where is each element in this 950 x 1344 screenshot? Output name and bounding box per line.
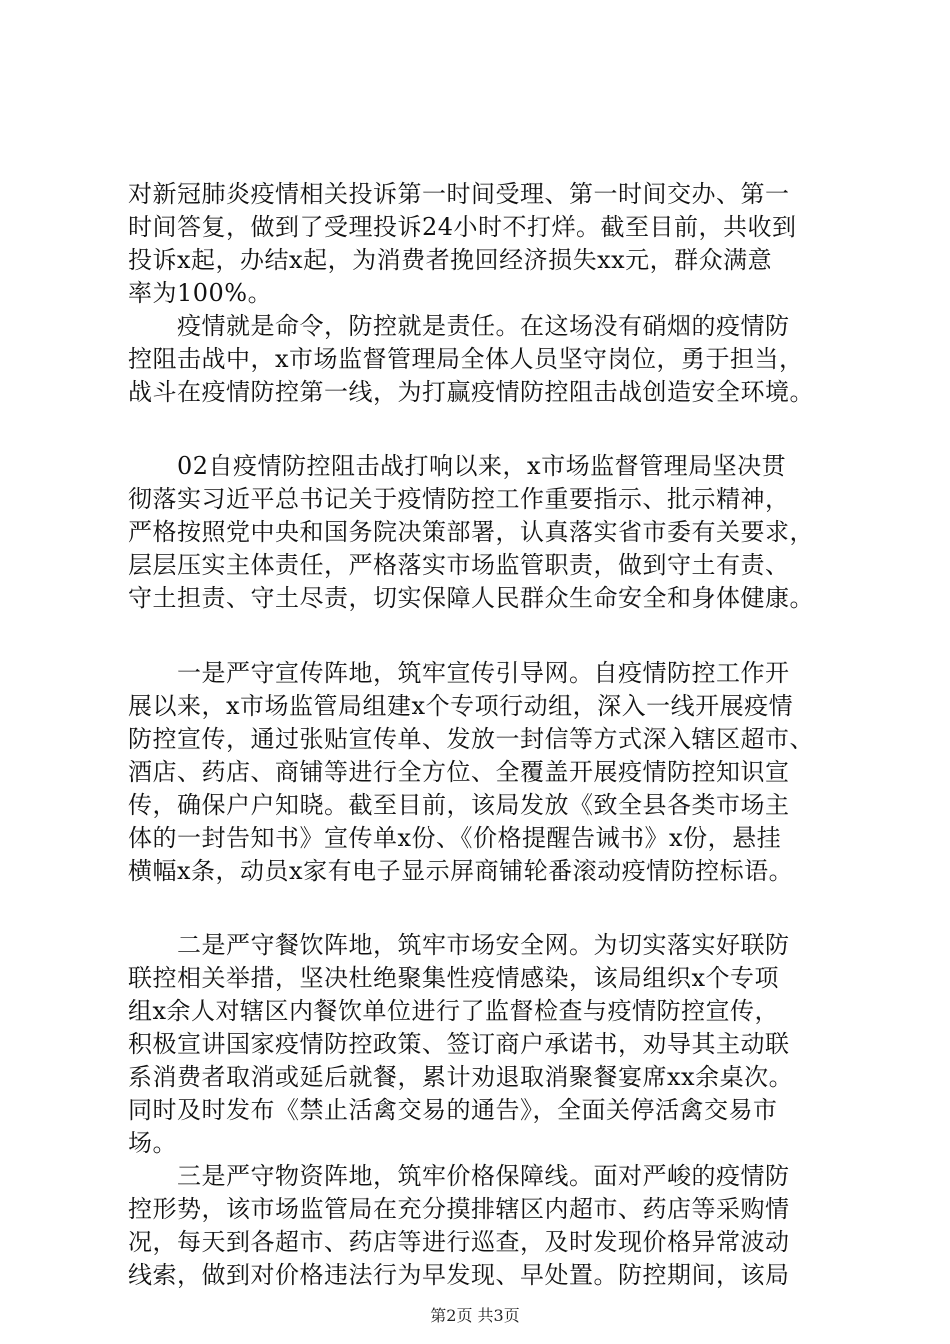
text-line: 一是严守宣传阵地，筑牢宣传引导网。自疫情防控工作开 bbox=[128, 659, 790, 687]
text-line: 率为100%。 bbox=[128, 279, 273, 307]
text-line: 对新冠肺炎疫情相关投诉第一时间受理、第一时间交办、第一 bbox=[128, 180, 790, 208]
text-line: 疫情就是命令，防控就是责任。在这场没有硝烟的疫情防 bbox=[128, 312, 790, 340]
text-line: 展以来，x市场监管局组建x个专项行动组，深入一线开展疫情 bbox=[128, 692, 794, 720]
text-line: 02自疫情防控阻击战打响以来，x市场监督管理局坚决贯 bbox=[128, 452, 787, 480]
text-line: 防控宣传，通过张贴宣传单、发放一封信等方式深入辖区超市、 bbox=[128, 725, 814, 753]
text-line: 时间答复，做到了受理投诉24小时不打烊。截至目前，共收到 bbox=[128, 213, 797, 241]
text-line: 组x余人对辖区内餐饮单位进行了监督检查与疫情防控宣传， bbox=[128, 997, 780, 1025]
text-line: 层层压实主体责任，严格落实市场监管职责，做到守土有责、 bbox=[128, 551, 790, 579]
text-line: 守土担责、守土尽责，切实保障人民群众生命安全和身体健康。 bbox=[128, 584, 814, 612]
text-line: 控形势，该市场监管局在充分摸排辖区内超市、药店等采购情 bbox=[128, 1195, 790, 1223]
text-line: 况，每天到各超市、药店等进行巡查，及时发现价格异常波动 bbox=[128, 1228, 790, 1256]
text-line: 战斗在疫情防控第一线，为打赢疫情防控阻击战创造安全环境。 bbox=[128, 378, 814, 406]
text-line: 传，确保户户知晓。截至目前，该局发放《致全县各类市场主 bbox=[128, 791, 790, 819]
text-line: 横幅x条，动员x家有电子显示屏商铺轮番滚动疫情防控标语。 bbox=[128, 857, 794, 885]
text-line: 投诉x起，办结x起，为消费者挽回经济损失xx元，群众满意 bbox=[128, 246, 773, 274]
page-number-footer: 第2页 共3页 bbox=[430, 1306, 520, 1325]
text-line: 严格按照党中央和国务院决策部署，认真落实省市委有关要求， bbox=[128, 518, 814, 546]
text-line: 场。 bbox=[128, 1129, 177, 1157]
text-line: 联控相关举措，坚决杜绝聚集性疫情感染，该局组织x个专项 bbox=[128, 964, 780, 992]
text-line: 二是严守餐饮阵地，筑牢市场安全网。为切实落实好联防 bbox=[128, 931, 790, 959]
text-line: 积极宣讲国家疫情防控政策、签订商户承诺书，劝导其主动联 bbox=[128, 1030, 790, 1058]
text-line: 三是严守物资阵地，筑牢价格保障线。面对严峻的疫情防 bbox=[128, 1162, 790, 1190]
text-line: 控阻击战中，x市场监督管理局全体人员坚守岗位，勇于担当， bbox=[128, 345, 804, 373]
text-line: 同时及时发布《禁止活禽交易的通告》，全面关停活禽交易市 bbox=[128, 1096, 778, 1124]
text-line: 体的一封告知书》宣传单x份、《价格提醒告诫书》x份，悬挂 bbox=[128, 824, 782, 852]
text-line: 彻落实习近平总书记关于疫情防控工作重要指示、批示精神， bbox=[128, 485, 790, 513]
text-line: 线索，做到对价格违法行为早发现、早处置。防控期间，该局 bbox=[128, 1261, 790, 1289]
text-line: 系消费者取消或延后就餐，累计劝退取消聚餐宴席xx余桌次。 bbox=[128, 1063, 794, 1091]
text-line: 酒店、药店、商铺等进行全方位、全覆盖开展疫情防控知识宣 bbox=[128, 758, 790, 786]
